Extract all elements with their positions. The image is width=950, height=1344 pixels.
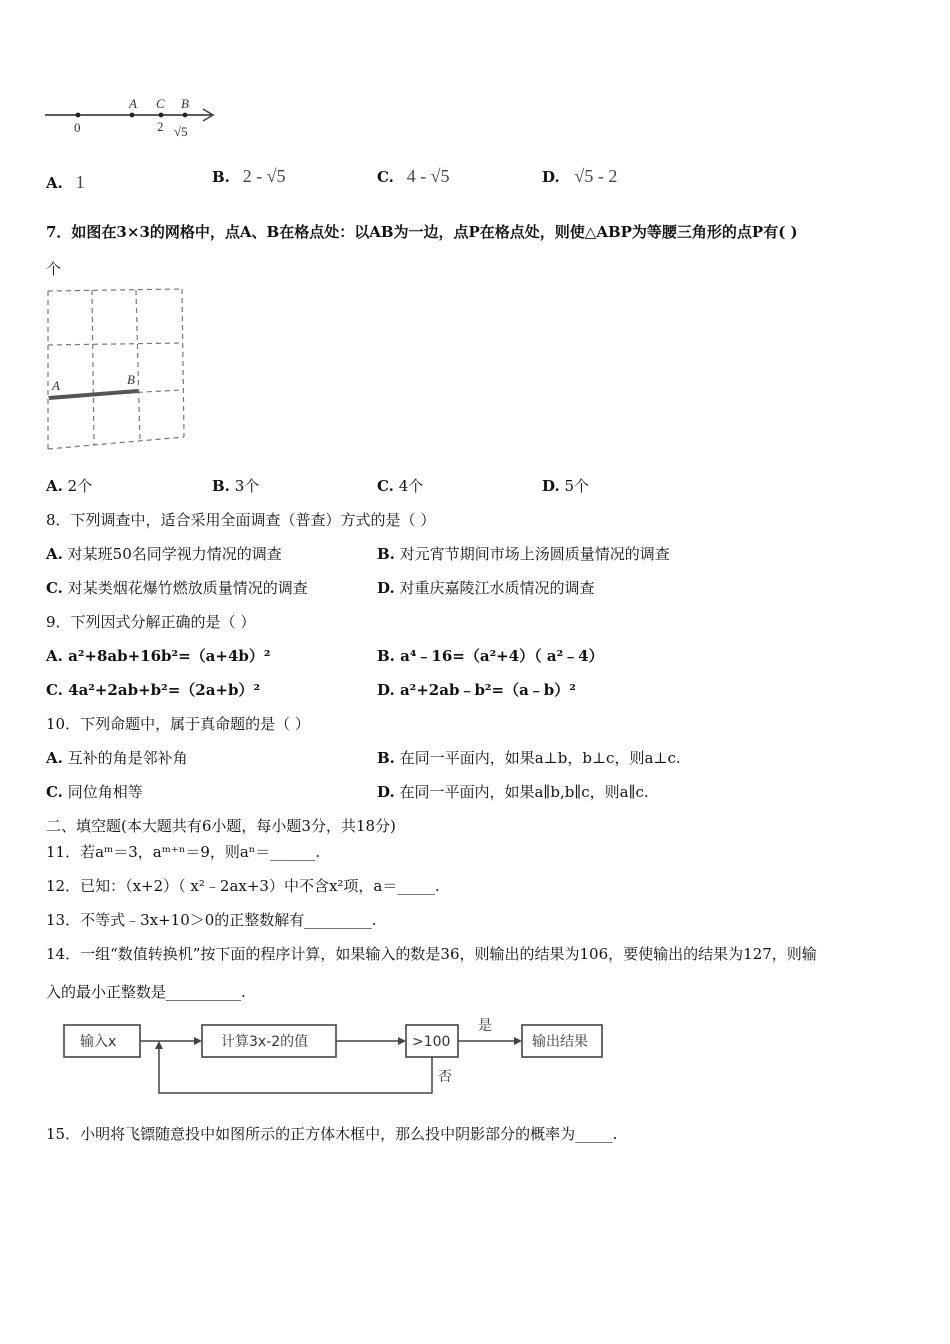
q8-option-b: B. 对元宵节期间市场上汤圆质量情况的调查 <box>377 545 670 563</box>
q7-option-c: C. 4个 <box>377 477 424 495</box>
q7-option-a: A. 2个 <box>46 477 93 495</box>
tick-0: 0 <box>74 120 81 135</box>
flow-output: 输出结果 <box>532 1034 588 1050</box>
q6-option-c: C. 4 - √5 <box>377 166 450 186</box>
q6-option-a: A. 1 <box>46 172 85 192</box>
q10-option-c: C. 同位角相等 <box>46 783 143 801</box>
q10-option-d: D. 在同一平面内，如果a∥b,b∥c，则a∥c. <box>377 783 649 801</box>
flow-no: 否 <box>438 1069 452 1085</box>
q15-text: 15．小明将飞镖随意投中如图所示的正方体木框中，那么投中阴影部分的概率为_____. <box>46 1125 618 1143</box>
flow-input: 输入x <box>80 1034 117 1050</box>
q10-stem: 10．下列命题中，属于真命题的是（ ） <box>46 715 310 733</box>
q8-option-a: A. 对某班50名同学视力情况的调查 <box>46 545 282 563</box>
q9-option-d: D. a²+2ab﹣b²=（a﹣b）² <box>377 681 576 699</box>
q7-option-b: B. 3个 <box>212 477 260 495</box>
flow-condition: >100 <box>412 1034 451 1050</box>
q9-option-b: B. a⁴﹣16=（a²+4）（ a²﹣4） <box>377 647 604 665</box>
q9-option-c: C. 4a²+2ab+b²=（2a+b）² <box>46 681 261 699</box>
q14-stem: 14．一组“数值转换机”按下面的程序计算，如果输入的数是36，则输出的结果为106，要使输出的结果为127，则输 <box>46 945 817 963</box>
q7-option-d: D. 5个 <box>542 477 590 495</box>
tick-sqrt5: √5 <box>174 124 188 139</box>
flowchart <box>58 1013 618 1101</box>
q12-text: 12．已知：（x+2）（ x²﹣2ax+3）中不含x²项，a＝_____. <box>46 877 440 895</box>
q8-option-d: D. 对重庆嘉陵江水质情况的调查 <box>377 579 595 597</box>
grid-label-a: A <box>52 378 60 393</box>
tick-2: 2 <box>157 119 164 134</box>
q13-text: 13．不等式﹣3x+10＞0的正整数解有_________. <box>46 911 377 929</box>
q11-text: 11．若aᵐ＝3，aᵐ⁺ⁿ＝9，则aⁿ＝______. <box>46 843 321 861</box>
number-line-figure <box>40 92 230 144</box>
q6-option-d: D. √5 - 2 <box>542 166 618 186</box>
q8-stem: 8．下列调查中，适合采用全面调查（普查）方式的是（ ） <box>46 511 436 529</box>
q10-option-a: A. 互补的角是邻补角 <box>46 749 188 767</box>
q7-stem: 7．如图在3×3的网格中，点A、B在格点处：以AB为一边，点P在格点处，则使△ABP为等腰三角形的点P有( ) <box>46 223 798 241</box>
flow-compute: 计算3x-2的值 <box>221 1034 309 1050</box>
point-label-c: C <box>156 96 165 111</box>
q8-option-c: C. 对某类烟花爆竹燃放质量情况的调查 <box>46 579 308 597</box>
point-label-a: A <box>129 96 137 111</box>
q10-option-b: B. 在同一平面内，如果a⊥b，b⊥c，则a⊥c. <box>377 749 681 767</box>
grid-label-b: B <box>127 372 135 387</box>
q9-stem: 9．下列因式分解正确的是（ ） <box>46 613 256 631</box>
q14-stem-cont: 入的最小正整数是__________. <box>46 983 246 1001</box>
q9-option-a: A. a²+8ab+16b²=（a+4b）² <box>46 647 271 665</box>
q7-stem-cont: 个 <box>46 260 62 278</box>
point-label-b: B <box>181 96 189 111</box>
flow-yes: 是 <box>478 1018 492 1034</box>
section-heading: 二、填空题(本大题共有6小题，每小题3分，共18分) <box>46 817 396 835</box>
grid-figure <box>44 287 186 452</box>
q6-option-b: B. 2 - √5 <box>212 166 286 186</box>
